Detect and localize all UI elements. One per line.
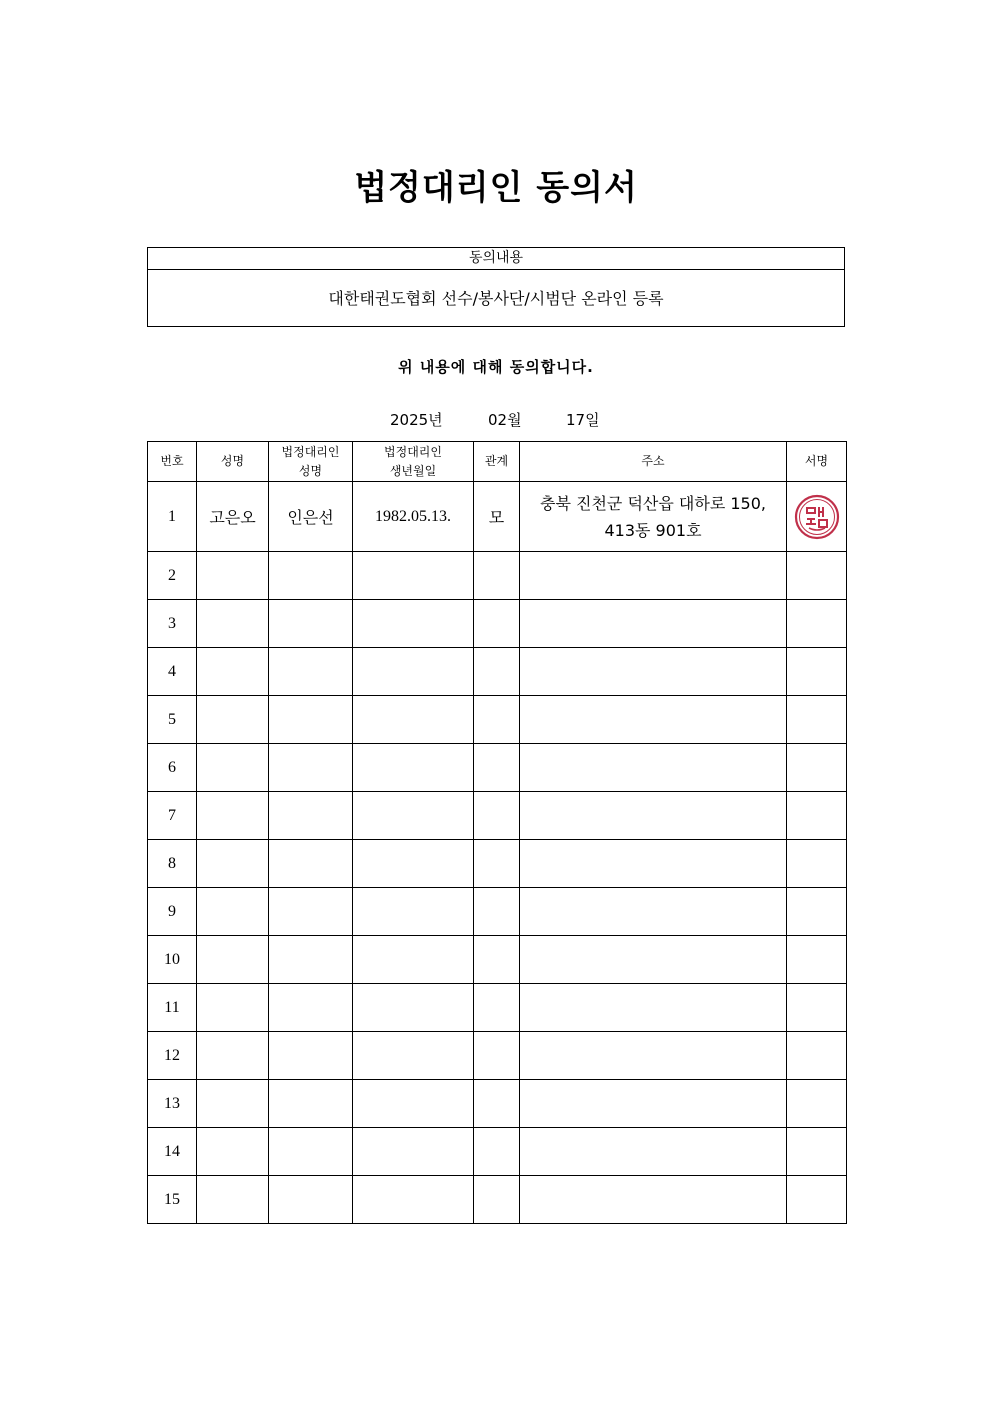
cell-no: 5 [148,696,197,744]
cell-guardian-birth: 1982.05.13. [353,482,474,552]
cell-no: 3 [148,600,197,648]
table-row [148,1080,847,1128]
table-row [148,744,847,792]
cell-no: 10 [148,936,197,984]
header-relation: 관계 [474,442,520,482]
header-guardian-name-line2: 성명 [298,463,323,478]
table-row [148,936,847,984]
header-signature: 서명 [787,442,847,482]
table-row [148,696,847,744]
cell-no: 12 [148,1032,197,1080]
cell-no: 7 [148,792,197,840]
header-guardian-birth-line1: 법정대리인 [384,444,442,459]
guardian-table [147,441,847,1224]
cell-no: 13 [148,1080,197,1128]
header-no: 번호 [148,442,197,482]
address-line2: 413동 901호 [604,520,702,540]
cell-no: 2 [148,552,197,600]
cell-no: 9 [148,888,197,936]
cell-address [520,482,787,552]
date-month: 02월 [488,411,522,429]
table-row [148,1032,847,1080]
cell-no: 8 [148,840,197,888]
table-row [148,648,847,696]
header-address: 주소 [520,442,787,482]
date-year: 2025년 [390,411,443,429]
header-guardian-name [269,442,353,482]
header-guardian-birth-line2: 생년월일 [389,463,437,478]
cell-no: 15 [148,1176,197,1224]
cell-no: 6 [148,744,197,792]
agree-statement: 위 내용에 대해 동의합니다. [398,358,594,376]
table-row [148,840,847,888]
header-name: 성명 [197,442,269,482]
table-row [148,984,847,1032]
cell-relation: 모 [474,482,520,552]
table-row [148,888,847,936]
cell-no: 11 [148,984,197,1032]
address-line1: 충북 진천군 덕산읍 대하로 150, [540,493,766,513]
consent-box [147,247,845,327]
cell-no: 1 [148,482,197,552]
cell-guardian-name: 인은선 [269,482,353,552]
table-row [148,482,847,552]
consent-header: 동의내용 [148,248,844,270]
table-row [148,1176,847,1224]
table-row [148,600,847,648]
consent-content: 대한태권도협회 선수/봉사단/시범단 온라인 등록 [328,289,664,308]
table-row [148,1128,847,1176]
cell-signature [787,482,847,552]
seal-stamp-icon [793,493,841,541]
cell-no: 14 [148,1128,197,1176]
date-day: 17일 [566,411,600,429]
page-title: 법정대리인 동의서 [354,168,638,208]
header-guardian-birth [353,442,474,482]
cell-name: 고은오 [197,482,269,552]
cell-no: 4 [148,648,197,696]
table-row [148,792,847,840]
table-header-row [148,442,847,482]
header-guardian-name-line1: 법정대리인 [281,444,340,459]
table-row [148,552,847,600]
